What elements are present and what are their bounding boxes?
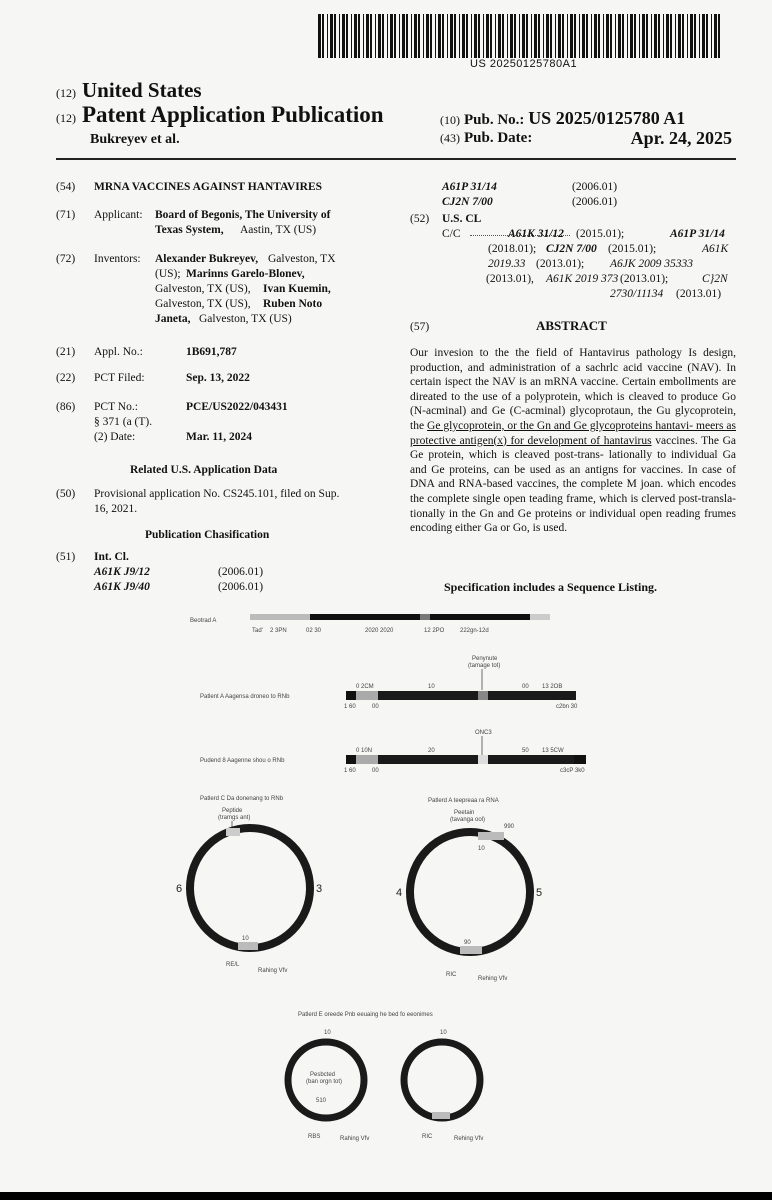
barcode-stripe <box>435 14 436 58</box>
fig-row2-callout: Penynute <box>472 656 498 662</box>
barcode-stripe <box>334 14 336 58</box>
invention-title: MRNA VACCINES AGAINST HANTAVIRES <box>94 181 323 193</box>
sequence-listing-note: Specification includes a Sequence Listing. <box>444 580 658 594</box>
country-code: (12) <box>56 86 76 100</box>
fig-row1-label: Beotrad A <box>190 618 217 624</box>
barcode-stripe <box>546 14 549 58</box>
barcode-stripe <box>522 14 525 58</box>
fig-row1-tick-4: 2020 2020 <box>365 628 394 634</box>
provisional-line-2: 16, 2021. <box>94 503 138 515</box>
inventor-1-location: Galveston, TX <box>268 253 336 265</box>
title-code: (54) <box>56 181 76 193</box>
fig-circle4-marker <box>432 1112 450 1119</box>
fig-bottom-title: Patlerd E oreede Pnb eeuaing he bed fo eeonimes <box>298 1012 433 1018</box>
barcode <box>318 14 722 58</box>
abstract-heading: ABSTRACT <box>536 318 607 333</box>
barcode-stripe <box>507 14 508 58</box>
barcode-stripe <box>603 14 604 58</box>
fig-row1-tick-2: 2 3PN <box>270 628 287 634</box>
fig-circle3-inner-3: 510 <box>316 1098 327 1104</box>
authors: Bukreyev et al. <box>90 132 180 147</box>
barcode-stripe <box>339 14 340 58</box>
fig-circle1-marker-top <box>226 828 240 836</box>
barcode-stripe <box>322 14 324 58</box>
intcl-item-1-code: A61K J9/12 <box>94 566 150 578</box>
barcode-number: US 20250125780A1 <box>470 58 578 70</box>
fig-row2-bottom-1: 1 60 <box>344 704 356 710</box>
barcode-stripe <box>510 14 513 58</box>
fig-circle1-title: Patlerd C Da donenang to RNb <box>200 796 284 802</box>
barcode-stripe <box>610 14 612 58</box>
inventor-1: Alexander Bukreyev, <box>155 253 259 265</box>
barcode-stripe <box>706 14 708 58</box>
fig-circle2-marker-bottom <box>460 946 482 954</box>
cpc-line4-rest: (2013.01); <box>620 273 669 285</box>
applicant-location: Aastin, TX (US) <box>240 224 317 236</box>
fig-circle2-top-num: 10 <box>478 846 485 852</box>
fig-circle2-callout-3: 990 <box>504 824 515 830</box>
fig-circle2-left-num: 4 <box>396 887 403 899</box>
fig-circle3-top: 10 <box>324 1030 331 1036</box>
barcode-stripe <box>370 14 372 58</box>
cpc-line1-code: A61K 31/12 <box>508 228 564 240</box>
barcode-stripe <box>634 14 636 58</box>
inventor-2: Marinns Garelo-Blonev, <box>186 268 305 280</box>
inventors-label: Inventors: <box>94 253 141 265</box>
barcode-stripe <box>711 14 712 58</box>
barcode-stripe <box>342 14 345 58</box>
cpc-line1-date: (2015.01); <box>576 228 625 240</box>
barcode-stripe <box>562 14 564 58</box>
fig-circle2-title: Patlerd A teepreaa ra RNA <box>428 798 499 804</box>
header-divider <box>56 158 736 160</box>
s371-date: Mar. 11, 2024 <box>186 431 253 443</box>
barcode-stripe <box>462 14 465 58</box>
pubtype-code: (12) <box>56 111 76 125</box>
barcode-stripe <box>586 14 588 58</box>
barcode-stripe <box>642 14 645 58</box>
barcode-stripe <box>538 14 540 58</box>
fig-row1-tick-6: 222gn-12d <box>460 628 489 634</box>
inventor-2-location: Galveston, TX (US), <box>155 283 251 295</box>
barcode-stripe <box>558 14 561 58</box>
barcode-stripe <box>550 14 552 58</box>
fig-row3-callout: ONC3 <box>475 730 492 736</box>
barcode-stripe <box>615 14 616 58</box>
barcode-stripe <box>606 14 609 58</box>
barcode-stripe <box>639 14 640 58</box>
barcode-stripe <box>414 14 417 58</box>
barcode-stripe <box>471 14 472 58</box>
provisional-line-1: Provisional application No. CS245.101, filed on Sup. <box>94 488 340 500</box>
pub-date <box>440 130 732 147</box>
fig-row2-seg-2 <box>356 691 378 700</box>
barcode-stripe <box>526 14 528 58</box>
fig-circle2-right-num: 5 <box>536 887 543 899</box>
figure-drawing <box>170 600 690 1180</box>
fig-row1-tick-5: 12 2PO <box>424 628 445 634</box>
class-item-1-code: A61P 31/14 <box>442 181 497 193</box>
cpc-line4-code: A61K 2019 373 <box>546 273 619 285</box>
fig-circle2-marker-top <box>478 832 504 840</box>
fig-row2-top-4: 13 2OB <box>542 684 563 690</box>
barcode-stripe <box>402 14 405 58</box>
fig-circle1-marker-bottom <box>238 942 258 950</box>
fig-row3-bottom-2: 00 <box>372 768 379 774</box>
pub-date-code: (43) <box>440 131 460 145</box>
cpc-line4-code2: C}2N <box>702 273 728 285</box>
barcode-stripe <box>591 14 592 58</box>
class-item-1-date: (2006.01) <box>572 181 618 193</box>
fig-row1-tick-1: Tad' <box>252 628 263 634</box>
pct-filed-code: (22) <box>56 372 76 384</box>
cpc-label: C/C <box>442 228 461 240</box>
barcode-stripe <box>514 14 516 58</box>
bottom-edge-bar <box>0 1192 772 1200</box>
abstract-text <box>410 346 736 536</box>
pct-number: PCE/US2022/043431 <box>186 401 288 413</box>
barcode-stripe <box>382 14 384 58</box>
fig-row3-seg-5 <box>488 755 574 764</box>
fig-row3-seg-6 <box>574 755 586 764</box>
fig-row2-bottom-3: c2bn 30 <box>556 704 578 710</box>
fig-circle4-ring <box>404 1042 480 1118</box>
s371-date-label: (2) Date: <box>94 431 136 443</box>
barcode-stripe <box>418 14 420 58</box>
fig-circle2-callout: Peetain <box>454 810 475 816</box>
barcode-stripe <box>718 14 720 58</box>
fig-row1-bar-b <box>310 614 420 620</box>
inventor-4-location: Galveston, TX (US) <box>199 313 292 325</box>
barcode-stripe <box>459 14 460 58</box>
fig-row3-top-3: 50 <box>522 748 529 754</box>
fig-circle4-bottom-right: Rehing Vfv <box>454 1136 484 1142</box>
pubtype-name: Patent Application Publication <box>82 102 384 127</box>
fig-row1-bar-c <box>420 614 430 620</box>
fig-circle1-bottom-right: Rahing Vfv <box>258 968 288 974</box>
fig-row2-label: Patlent A Aagensa droneo to RNb <box>200 694 290 700</box>
fig-circle2-bottom-left: RIC <box>446 972 457 978</box>
pub-no-code: (10) <box>440 113 460 127</box>
fig-row2-callout-2: (tamage tot) <box>468 663 501 669</box>
barcode-stripe <box>346 14 348 58</box>
cpc-line5-date: (2013.01) <box>676 288 722 300</box>
applicant-name: Board of Begonis, The University of <box>155 209 331 221</box>
fig-row3-bottom-1: 1 60 <box>344 768 356 774</box>
pct-filed-date: Sep. 13, 2022 <box>186 372 250 384</box>
fig-circle3-inner-2: (ban orgn tot) <box>306 1079 343 1085</box>
fig-circle1-left-num: 6 <box>176 883 183 895</box>
fig-row3-seg-3 <box>378 755 478 764</box>
fig-circle1-bottom-left: RE/L <box>226 962 240 968</box>
fig-row3-top-2: 20 <box>428 748 435 754</box>
barcode-stripe <box>454 14 456 58</box>
cpc-line2-date: (2018.01); <box>488 243 537 255</box>
barcode-stripe <box>358 14 360 58</box>
intcl-item-1-date: (2006.01) <box>218 566 264 578</box>
fig-circle3-inner-1: Pesbcted <box>310 1072 336 1078</box>
barcode-stripe <box>423 14 424 58</box>
fig-row3-seg-1 <box>346 755 356 764</box>
barcode-stripe <box>702 14 705 58</box>
barcode-stripe <box>474 14 477 58</box>
barcode-stripe <box>630 14 633 58</box>
inventors-code: (72) <box>56 253 76 265</box>
barcode-stripe <box>534 14 537 58</box>
pct-filed-label: PCT Filed: <box>94 372 145 384</box>
intcl-item-2-code: A61K J9/40 <box>94 581 150 593</box>
intcl-item-2-date: (2006.01) <box>218 581 264 593</box>
country-name: United States <box>82 78 202 102</box>
appl-number: 1B691,787 <box>186 346 237 358</box>
cpc-line3-code2: A6JK 2009 35333 <box>610 258 694 270</box>
barcode-stripe <box>531 14 532 58</box>
barcode-stripe <box>543 14 544 58</box>
barcode-stripe <box>570 14 573 58</box>
barcode-stripe <box>387 14 388 58</box>
barcode-stripe <box>495 14 496 58</box>
cpc-line2-code: CJ2N 7/00 <box>546 243 597 255</box>
barcode-stripe <box>658 14 660 58</box>
fig-row2-top-3: 00 <box>522 684 529 690</box>
barcode-stripe <box>694 14 696 58</box>
barcode-stripe <box>351 14 352 58</box>
barcode-stripe <box>627 14 628 58</box>
publication-type <box>56 102 384 128</box>
barcode-stripe <box>651 14 652 58</box>
barcode-stripe <box>498 14 501 58</box>
barcode-stripe <box>366 14 369 58</box>
barcode-stripe <box>406 14 408 58</box>
class-item-2-date: (2006.01) <box>572 196 618 208</box>
barcode-stripe <box>555 14 556 58</box>
pct-no-label: PCT No.: <box>94 401 138 413</box>
barcode-stripe <box>690 14 693 58</box>
uscl-code: (52) <box>410 213 430 225</box>
fig-row2-seg-1 <box>346 691 356 700</box>
uscl-label: U.S. CL <box>442 213 482 225</box>
fig-row1-bar-e <box>530 614 550 620</box>
barcode-stripe <box>483 14 484 58</box>
barcode-stripe <box>666 14 669 58</box>
barcode-stripe <box>490 14 492 58</box>
fig-row3-top-4: 13 5CW <box>542 748 564 754</box>
fig-circle2-bottom-right: Rehing Vfv <box>478 976 508 982</box>
barcode-stripe <box>646 14 648 58</box>
fig-circle2-callout-2: (tavanga ool) <box>450 817 486 823</box>
fig-row3-top-1: 0 10N <box>356 748 373 754</box>
appl-code: (21) <box>56 346 76 358</box>
fig-row2-seg-5 <box>488 691 576 700</box>
barcode-stripe <box>447 14 448 58</box>
barcode-stripe <box>670 14 672 58</box>
fig-circle3-bottom-right: Rahing Vfv <box>340 1136 370 1142</box>
abstract-code: (57) <box>410 321 430 333</box>
fig-circle1-right-num: 3 <box>316 883 323 895</box>
pub-date-label: Pub. Date: <box>464 130 533 146</box>
barcode-stripe <box>390 14 393 58</box>
barcode-stripe <box>654 14 657 58</box>
barcode-stripe <box>567 14 568 58</box>
inventor-4: Ruben Noto <box>263 298 323 310</box>
inventor-3: Ivan Kuemin, <box>263 283 331 295</box>
barcode-stripe <box>375 14 376 58</box>
fig-row2-seg-4 <box>478 691 488 700</box>
barcode-stripe <box>442 14 444 58</box>
barcode-stripe <box>426 14 429 58</box>
barcode-stripe <box>714 14 717 58</box>
pub-number <box>440 108 685 129</box>
fig-circle1-callout-2: (tramgs ant) <box>218 815 251 821</box>
barcode-stripe <box>582 14 585 58</box>
barcode-stripe <box>594 14 597 58</box>
fig-row3-seg-4 <box>478 755 488 764</box>
barcode-stripe <box>502 14 504 58</box>
barcode-stripe <box>318 14 321 58</box>
pub-no-label: Pub. No.: <box>464 112 525 128</box>
inventor-line2-pre: (US); <box>155 268 181 280</box>
fig-circle1-callout: Peptide <box>222 808 243 814</box>
barcode-stripe <box>519 14 520 58</box>
publication-classification-heading: Publication Chasification <box>145 529 270 541</box>
applicant-code: (71) <box>56 209 76 221</box>
inventor-3-location: Galveston, TX (US), <box>155 298 251 310</box>
barcode-stripe <box>430 14 432 58</box>
barcode-stripe <box>399 14 400 58</box>
inventor-4-cont: Janeta, <box>155 313 191 325</box>
barcode-stripe <box>411 14 412 58</box>
barcode-stripe <box>330 14 333 58</box>
barcode-stripe <box>354 14 357 58</box>
barcode-stripe <box>579 14 580 58</box>
abstract-paragraph-2: vaccines. The Ga Ge protein, which is cleaved post-trans- lationally to individual Ga and Ge proteins, can be used as an antigns for vaccines. In case of DNA and RNA-based vaccines, the complete M joan. which encodes the complete single open teading frame, which is clerved post-transla- tionally in the Gn and Ge proteins or individual open reading frumes encoding either Ga or Go, is used. <box>410 434 737 535</box>
fig-circle3-bottom-left: RBS <box>308 1134 321 1140</box>
provisional-code: (50) <box>56 488 76 500</box>
fig-circle1-bottom-num: 10 <box>242 936 249 942</box>
barcode-stripe <box>663 14 664 58</box>
barcode-stripe <box>450 14 453 58</box>
fig-row3-label: Pudend 8 Aagenne shou o RNb <box>200 758 285 764</box>
barcode-stripe <box>687 14 688 58</box>
barcode-stripe <box>574 14 576 58</box>
barcode-stripe <box>438 14 441 58</box>
fig-row2-top-1: 0 2CM <box>356 684 374 690</box>
pub-date-value: Apr. 24, 2025 <box>630 128 732 148</box>
cpc-line3-rest: (2013.01); <box>536 258 585 270</box>
fig-row1-tick-3: 02 30 <box>306 628 322 634</box>
barcode-stripe <box>598 14 600 58</box>
appl-label: Appl. No.: <box>94 346 143 358</box>
abstract-underlined: Ge glycoprotein, or the Gn and Ge glycoproteins hantavi- meers as protective antigen(x) for development of hantavirus <box>410 419 737 447</box>
barcode-stripe <box>622 14 624 58</box>
fig-row3-seg-2 <box>356 755 378 764</box>
barcode-stripe <box>478 14 480 58</box>
cpc-line2-rest: (2015.01); <box>608 243 657 255</box>
pct-no-code: (86) <box>56 401 76 413</box>
intcl-code: (51) <box>56 551 76 563</box>
barcode-stripe <box>675 14 676 58</box>
fig-row2-seg-3 <box>378 691 478 700</box>
fig-circle2-bottom-num: 90 <box>464 940 471 946</box>
barcode-stripe <box>682 14 684 58</box>
fig-row2-bottom-2: 00 <box>372 704 379 710</box>
barcode-stripe <box>486 14 489 58</box>
intcl-label: Int. Cl. <box>94 551 129 563</box>
barcode-stripe <box>327 14 328 58</box>
barcode-stripe <box>363 14 364 58</box>
cpc-line1-code2: A61P 31/14 <box>670 228 725 240</box>
fig-row1-bar-a <box>250 614 310 620</box>
pub-no-value: US 2025/0125780 A1 <box>528 108 686 128</box>
related-data-heading: Related U.S. Application Data <box>130 464 278 476</box>
fig-row1-bar-d <box>430 614 530 620</box>
cpc-line3-code: 2019.33 <box>488 258 526 270</box>
fig-circle2-ring <box>410 832 530 952</box>
fig-circle4-top: 10 <box>440 1030 447 1036</box>
class-item-2-code: CJ2N 7/00 <box>442 196 493 208</box>
barcode-stripe <box>378 14 381 58</box>
abstract-paragraph-1: Our invesion to the the field of Hantavirus pathology Is design, production, and administration of a sachrlc acid vaccine (NAV). In certain ispect the NAV is an mRNA vaccine. Certain embollments are direated to the use of a polyprotein, which is cleaved to produce Go (N-acminal) and Ge (C-acminal) glycoprotaun, the Gu glycoprotein, the <box>410 347 736 432</box>
barcode-stripe <box>699 14 700 58</box>
applicant-name-2: Texas System, <box>155 224 224 236</box>
cpc-line5-code: 2730/11134 <box>610 288 664 300</box>
s371-label: § 371 (a (T). <box>94 416 153 428</box>
fig-row3-bottom-3: c3cP 3k0 <box>560 768 585 774</box>
cpc-line4-date: (2013.01), <box>486 273 534 285</box>
barcode-stripe <box>618 14 621 58</box>
cpc-line2-code2: A61K <box>702 243 729 255</box>
fig-circle1-ring <box>190 828 310 948</box>
fig-row2-top-2: 10 <box>428 684 435 690</box>
applicant-label: Applicant: <box>94 209 143 221</box>
barcode-stripe <box>394 14 396 58</box>
barcode-stripe <box>678 14 681 58</box>
fig-circle4-bottom-left: RIC <box>422 1134 433 1140</box>
barcode-stripe <box>466 14 468 58</box>
country-heading <box>56 78 202 103</box>
